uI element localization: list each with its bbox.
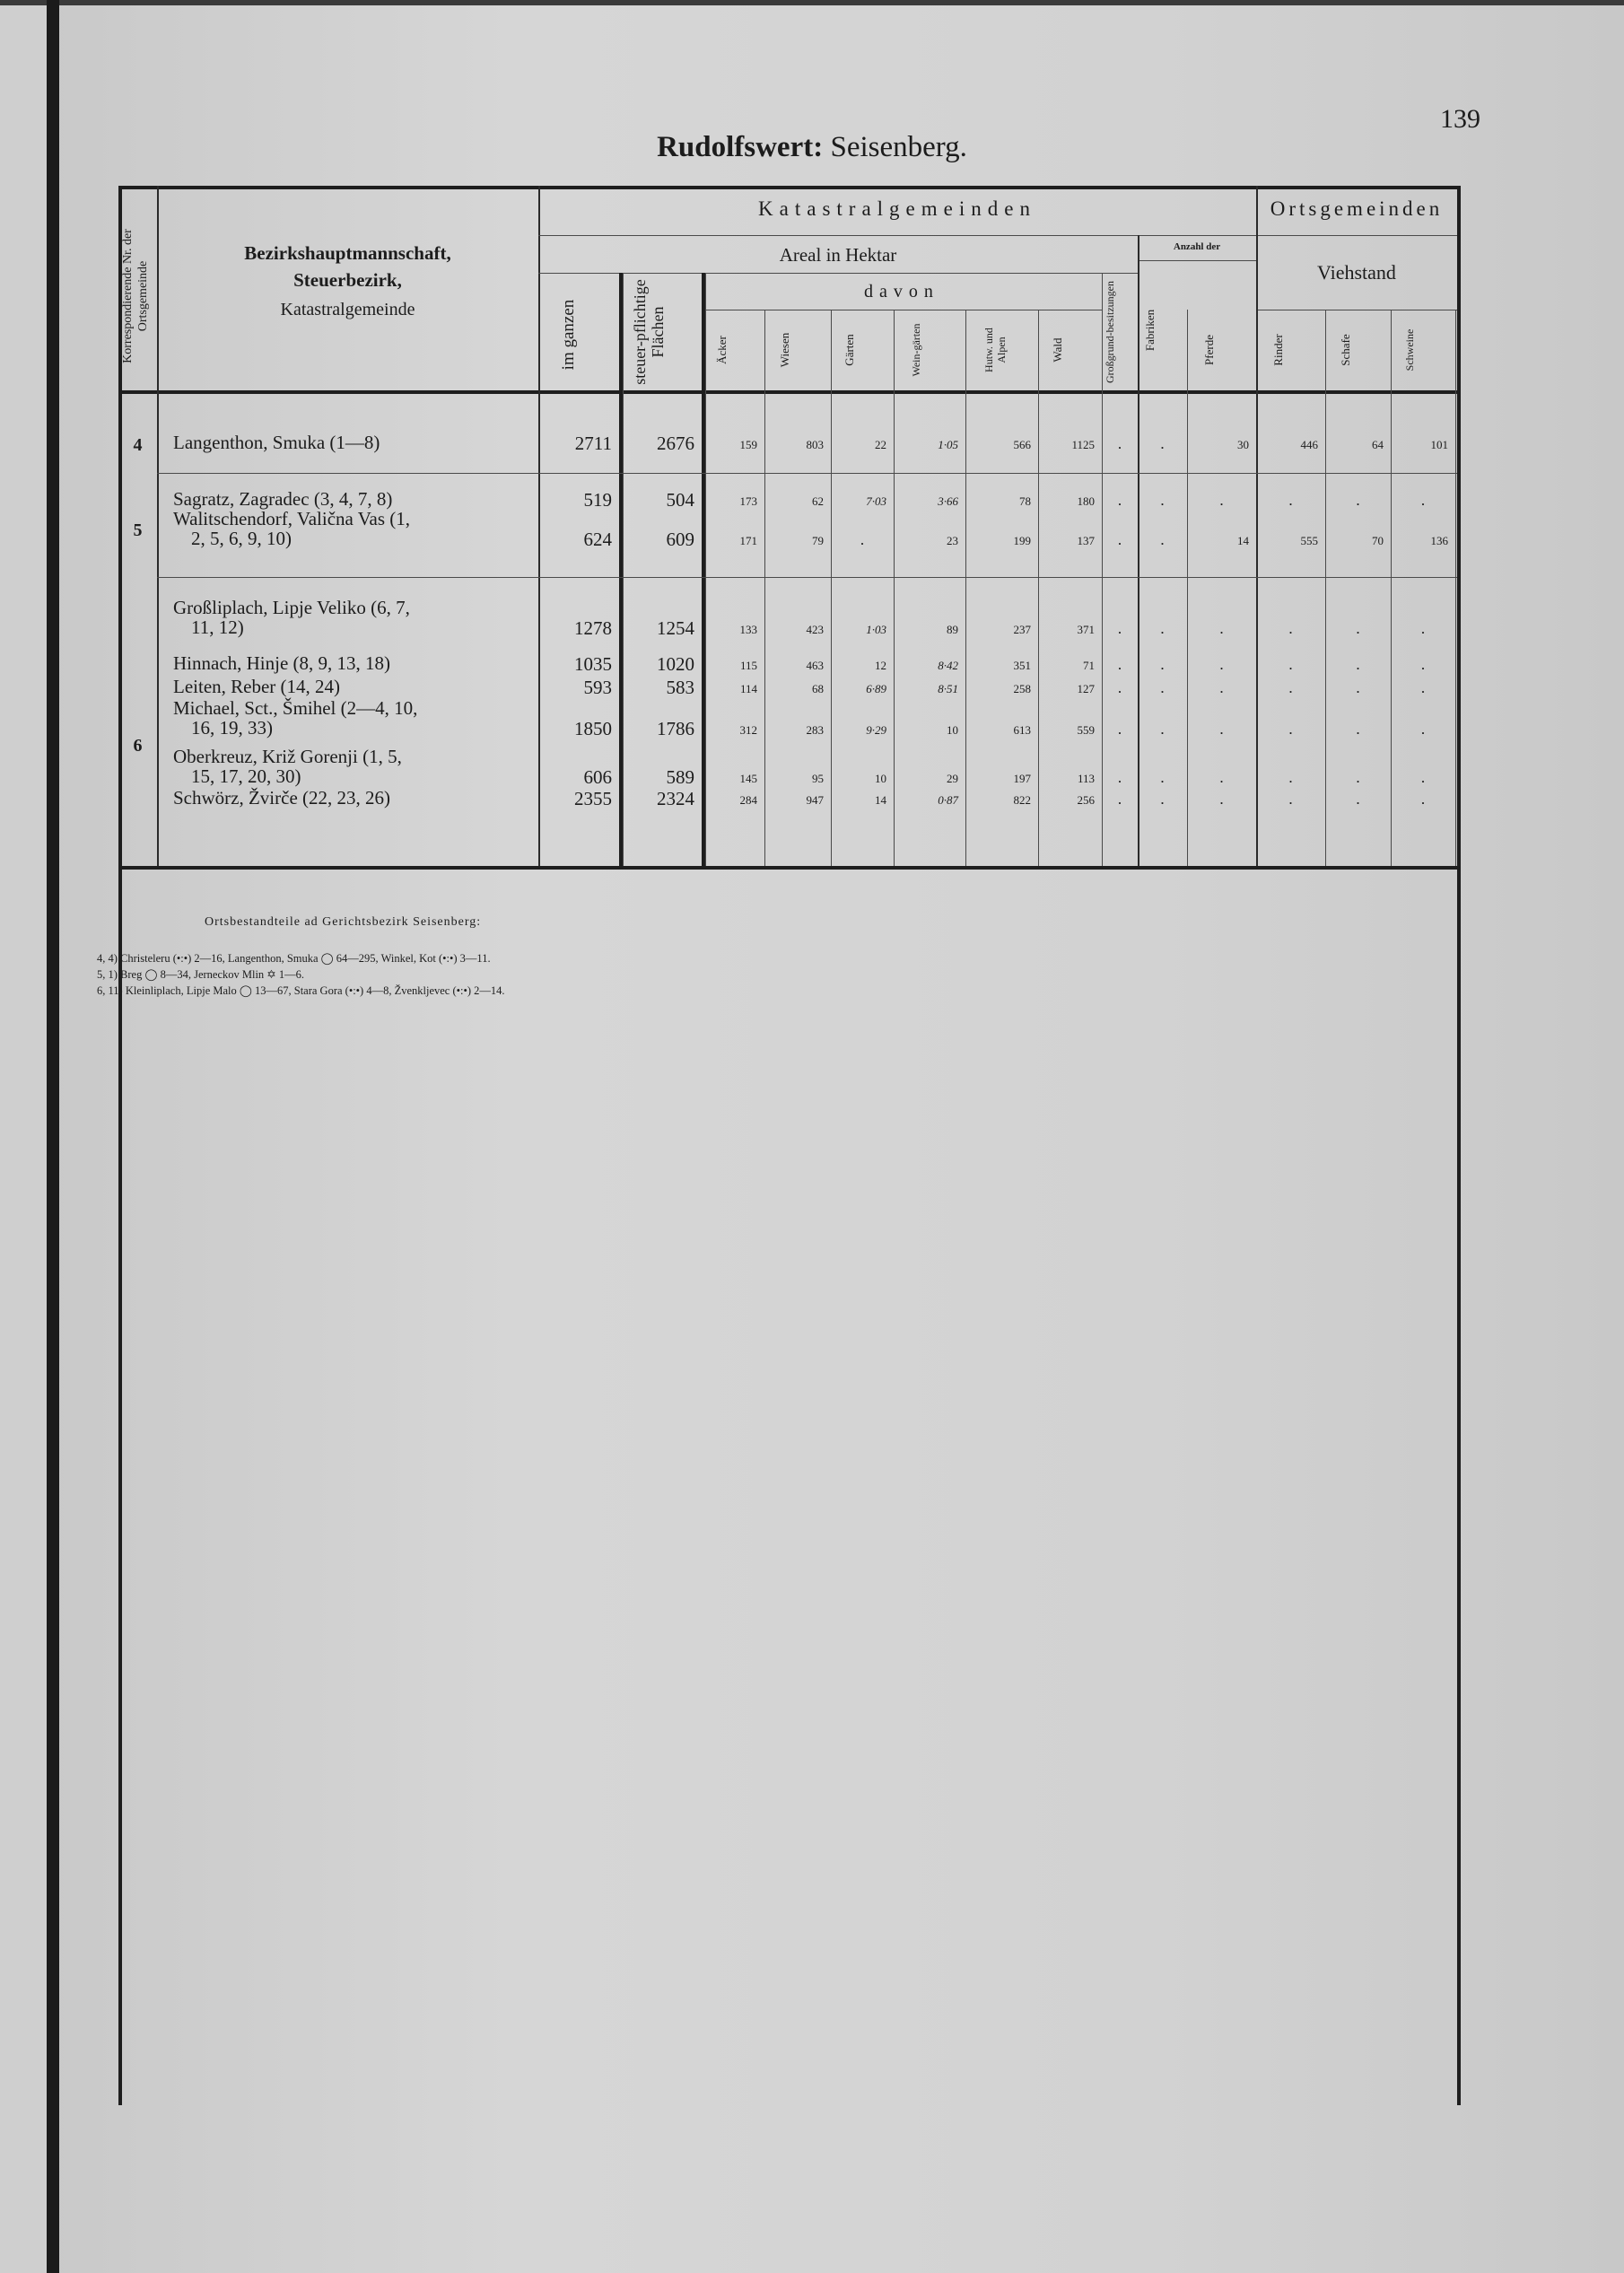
cell-value: 446 [1300,438,1318,451]
header-gaerten: Gärten [843,334,856,366]
katastral-name: Walitschendorf, Valična Vas (1, [173,508,411,529]
page-title [0,131,1624,164]
cell-value: . [1288,793,1293,807]
cell-value: 3·66 [938,494,958,508]
cell-value: 22 [875,438,886,451]
header-katastralgemeinden: Katastralgemeinden [758,197,1036,220]
cell-value: 145 [739,772,757,785]
cell-value: 133 [739,623,757,636]
header-hutweiden: Hutw. und Alpen [982,328,1008,372]
cell-value: 113 [1077,772,1095,785]
header-davon: davon [864,282,939,302]
cell-value: 10 [875,772,886,785]
header-rinder: Rinder [1270,334,1285,366]
cell-value: 136 [1430,534,1448,547]
cell-value: . [1288,659,1293,672]
cell-value: 9·29 [866,723,886,737]
cell-value: . [1288,723,1293,737]
cell-value: . [1421,772,1425,785]
cell-value: . [1160,494,1165,508]
col-rule [538,186,540,866]
cell-value: 114 [739,682,757,695]
header-rule [1256,235,1457,236]
cell-value: . [1219,623,1224,636]
cell-value: . [1219,494,1224,508]
header-fabriken: Fabriken [1142,309,1157,351]
cell-value: 237 [1013,623,1031,636]
binding-spine [47,0,59,2273]
cell-value: 803 [806,438,824,451]
cell-value: 822 [1013,793,1031,807]
cell-value: 101 [1430,438,1448,451]
cell-value: 1850 [574,718,612,739]
cell-value: . [1118,438,1122,451]
cell-value: 1·03 [866,623,886,636]
cell-value: . [1118,793,1122,807]
header-rule [538,273,1138,274]
katastral-name: Langenthon, Smuka (1—8) [173,432,380,453]
cell-value: . [1160,723,1165,737]
cell-value: 14 [875,793,886,807]
header-wiesen: Wiesen [778,332,791,368]
cell-value: 351 [1013,659,1031,672]
cell-value: 284 [739,793,757,807]
cell-value: . [1219,659,1224,672]
cell-value: 947 [806,793,824,807]
header-acker: Äcker [715,336,729,364]
cell-value: . [1219,682,1224,695]
cell-value: 423 [806,623,824,636]
cell-value: . [1356,793,1360,807]
cell-value: . [1356,494,1360,508]
page-title-rest: Seisenberg. [830,131,967,163]
group-rule [157,577,1457,578]
header-im_ganzen: im ganzen [559,299,578,370]
cell-value: 258 [1013,682,1031,695]
cell-value: 566 [1013,438,1031,451]
cell-value: 78 [1019,494,1031,508]
cell-value: 197 [1013,772,1031,785]
katastral-name: Sagratz, Zagradec (3, 4, 7, 8) [173,488,393,510]
cell-value: . [1219,772,1224,785]
page-title-bold: Rudolfswert: [657,131,824,163]
cell-value: 555 [1300,534,1318,547]
katastral-name: Schwörz, Žvirče (22, 23, 26) [173,787,391,809]
cell-value: 589 [666,766,694,788]
katastral-name: Michael, Sct., Šmihel (2—4, 10, [173,697,418,719]
cell-value: . [1118,772,1122,785]
cell-value: 171 [739,534,757,547]
cell-value: 62 [812,494,824,508]
cell-value: 371 [1077,623,1095,636]
cell-value: 137 [1077,534,1095,547]
header-rule [1138,260,1256,261]
cell-value: 64 [1372,438,1384,451]
cell-value: 29 [947,772,958,785]
cell-value: . [1288,682,1293,695]
katastral-name: Leiten, Reber (14, 24) [173,676,341,697]
header-ortsgemeinden: Ortsgemeinden [1270,197,1444,220]
table-header-rule [118,390,1461,394]
cell-value: 1020 [657,653,694,675]
cell-value: 606 [583,766,612,788]
ortsgemeinde-nr: 6 [133,736,143,756]
cell-value: 12 [875,659,886,672]
cell-value: . [1118,494,1122,508]
cell-value: 23 [947,534,958,547]
header-district: Bezirkshauptmannschaft, [244,242,451,264]
cell-value: 463 [806,659,824,672]
cell-value: . [1356,682,1360,695]
katastral-name: 2, 5, 6, 9, 10) [191,528,292,549]
cell-value: 180 [1077,494,1095,508]
cell-value: 613 [1013,723,1031,737]
cell-value: 1·05 [938,438,958,451]
cell-value: 256 [1077,793,1095,807]
cell-value: 2676 [657,433,694,454]
cell-value: 2711 [574,433,612,454]
frame-right-rule [1457,186,1461,2105]
cell-value: . [860,534,864,547]
cell-value: 2355 [574,788,612,809]
cell-value: . [1118,723,1122,737]
header-correspondence-no: Korrespondierende Nr. der Ortsgemeinde [121,229,150,363]
cell-value: 283 [806,723,824,737]
header-grossgrund: Großgrund-besitzungen [1104,281,1116,383]
cell-value: 14 [1237,534,1249,547]
header-schweine: Schweine [1403,328,1416,372]
cell-value: 10 [947,723,958,737]
cell-value: . [1421,494,1425,508]
ortsgemeinde-nr: 4 [133,435,143,455]
frame-left-rule [118,186,122,2105]
cell-value: . [1356,623,1360,636]
table-top-rule [118,186,1461,189]
col-rule [1455,310,1456,866]
cell-value: . [1118,623,1122,636]
cell-value: 583 [666,677,694,698]
scanned-page [47,5,1624,2273]
cell-value: 519 [583,489,612,511]
cell-value: 115 [739,659,757,672]
cell-value: 8·42 [938,659,958,672]
header-viehstand: Viehstand [1317,261,1396,284]
cell-value: 159 [739,438,757,451]
cell-value: . [1160,772,1165,785]
cell-value: 95 [812,772,824,785]
cell-value: . [1421,659,1425,672]
katastral-name: 15, 17, 20, 30) [191,765,301,787]
cell-value: . [1288,494,1293,508]
cell-value: 1035 [574,653,612,675]
cell-value: . [1356,723,1360,737]
cell-value: 312 [739,723,757,737]
cell-value: . [1288,623,1293,636]
cell-value: 6·89 [866,682,886,695]
cell-value: 8·51 [938,682,958,695]
cell-value: . [1160,534,1165,547]
cell-value: . [1160,438,1165,451]
cell-value: 1125 [1071,438,1095,451]
cell-value: 609 [666,529,694,550]
cell-value: 1786 [657,718,694,739]
footnote-line: 6, 11) Kleinliplach, Lipje Malo ◯ 13—67, Stara Gora (•:•) 4—8, Žvenkljevec (•:•) 2—14. [97,984,505,997]
cell-value: 7·03 [866,494,886,508]
cell-value: 504 [666,489,694,511]
katastral-name: Oberkreuz, Križ Gorenji (1, 5, [173,746,402,767]
katastral-name: Großliplach, Lipje Veliko (6, 7, [173,597,410,618]
cell-value: . [1288,772,1293,785]
ortsgemeinde-nr: 5 [133,520,143,540]
cell-value: . [1421,723,1425,737]
header-weingaerten: Wein-gärten [910,323,922,377]
cell-value: 199 [1013,534,1031,547]
katastral-name: 11, 12) [191,616,244,638]
footnote-line: 4, 4) Christeleru (•:•) 2—16, Langenthon, Smuka ◯ 64—295, Winkel, Kot (•:•) 3—11. [97,952,491,965]
cell-value: . [1118,659,1122,672]
group-rule [157,473,1457,474]
cell-value: 71 [1083,659,1095,672]
header-tax-district: Steuerbezirk, [293,269,402,291]
header-schafe: Schafe [1338,334,1352,366]
page-number: 139 [1440,104,1480,134]
footnote-line: 5, 1) Breg ◯ 8—34, Jerneckov Mlin ✡ 1—6. [97,968,305,981]
cell-value: 2324 [657,788,694,809]
cell-value: 1254 [657,617,694,639]
cell-value: . [1118,534,1122,547]
header-pferde: Pferde [1201,335,1216,365]
cell-value: 30 [1237,438,1249,451]
cell-value: . [1421,623,1425,636]
cell-value: 89 [947,623,958,636]
table-bottom-rule [118,866,1461,870]
header-anzahl: Anzahl der [1173,241,1221,252]
footnote-heading: Ortsbestandteile ad Gerichtsbezirk Seisenberg: [205,915,482,929]
katastral-name: Hinnach, Hinje (8, 9, 13, 18) [173,652,391,674]
katastral-name: 16, 19, 33) [191,717,273,739]
cell-value: . [1219,793,1224,807]
cell-value: . [1160,682,1165,695]
cell-value: . [1356,772,1360,785]
cell-value: . [1160,623,1165,636]
header-rule [538,235,1256,236]
cell-value: 559 [1077,723,1095,737]
header-cadastral: Katastralgemeinde [280,300,415,319]
cell-value: 79 [812,534,824,547]
cell-value: . [1421,793,1425,807]
cell-value: . [1356,659,1360,672]
header-wald: Wald [1050,337,1064,363]
col-rule [1256,186,1258,866]
header-areal: Areal in Hektar [779,244,897,266]
cell-value: 593 [583,677,612,698]
header-steuerpflichtige: steuer-pflichtige Flächen [631,279,667,385]
cell-value: 173 [739,494,757,508]
cell-value: 70 [1372,534,1384,547]
cell-value: 0·87 [938,793,958,807]
cell-value: . [1219,723,1224,737]
cell-value: 1278 [574,617,612,639]
cell-value: . [1421,682,1425,695]
cell-value: . [1160,659,1165,672]
cell-value: 68 [812,682,824,695]
cell-value: . [1160,793,1165,807]
cell-value: 624 [583,529,612,550]
cell-value: . [1118,682,1122,695]
cell-value: 127 [1077,682,1095,695]
